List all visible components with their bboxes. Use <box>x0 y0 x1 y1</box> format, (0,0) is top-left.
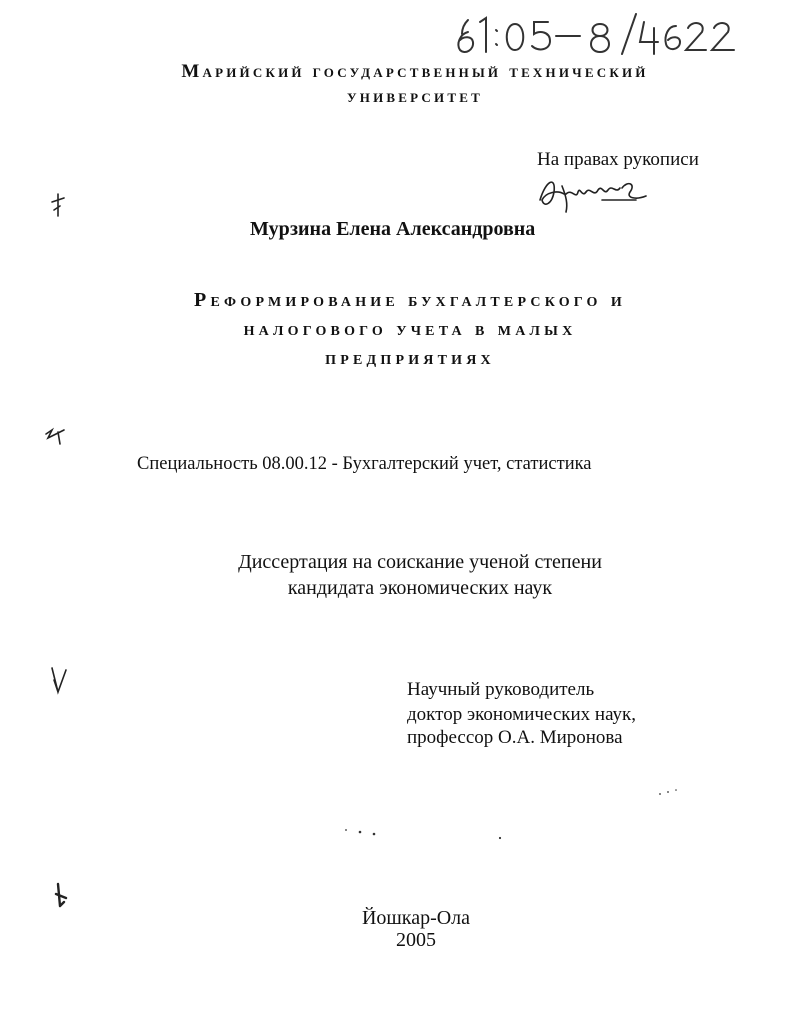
margin-mark-2 <box>42 424 70 448</box>
author-name: Мурзина Елена Александровна <box>250 218 536 240</box>
manuscript-rights-label: На правах рукописи <box>537 149 699 170</box>
specialty-line: Специальность 08.00.12 - Бухгалтерский учет, статистика <box>137 454 592 474</box>
university-name-line2: университет <box>347 86 483 107</box>
dissertation-title-line2: налогового учета в малых <box>243 318 577 340</box>
year: 2005 <box>396 929 436 951</box>
advisor-role: Научный руководитель <box>407 679 595 700</box>
scan-specks <box>300 780 700 850</box>
degree-line1: Диссертация на соискание ученой степени <box>238 551 602 573</box>
handwritten-archive-number <box>440 10 740 60</box>
degree-line2: кандидата экономических наук <box>287 577 553 599</box>
dissertation-title-line3: предприятиях <box>325 347 495 369</box>
university-name-line1: Марийский государственный технический <box>181 61 649 82</box>
city: Йошкар-Ола <box>361 907 471 929</box>
advisor-name: профессор О.А. Миронова <box>407 727 623 748</box>
author-signature <box>532 170 652 216</box>
margin-mark-1 <box>46 190 70 220</box>
advisor-degree: доктор экономических наук, <box>407 704 637 725</box>
dissertation-title-line1: Реформирование бухгалтерского и <box>194 289 626 311</box>
margin-mark-3 <box>46 664 70 698</box>
margin-mark-4 <box>50 880 72 912</box>
